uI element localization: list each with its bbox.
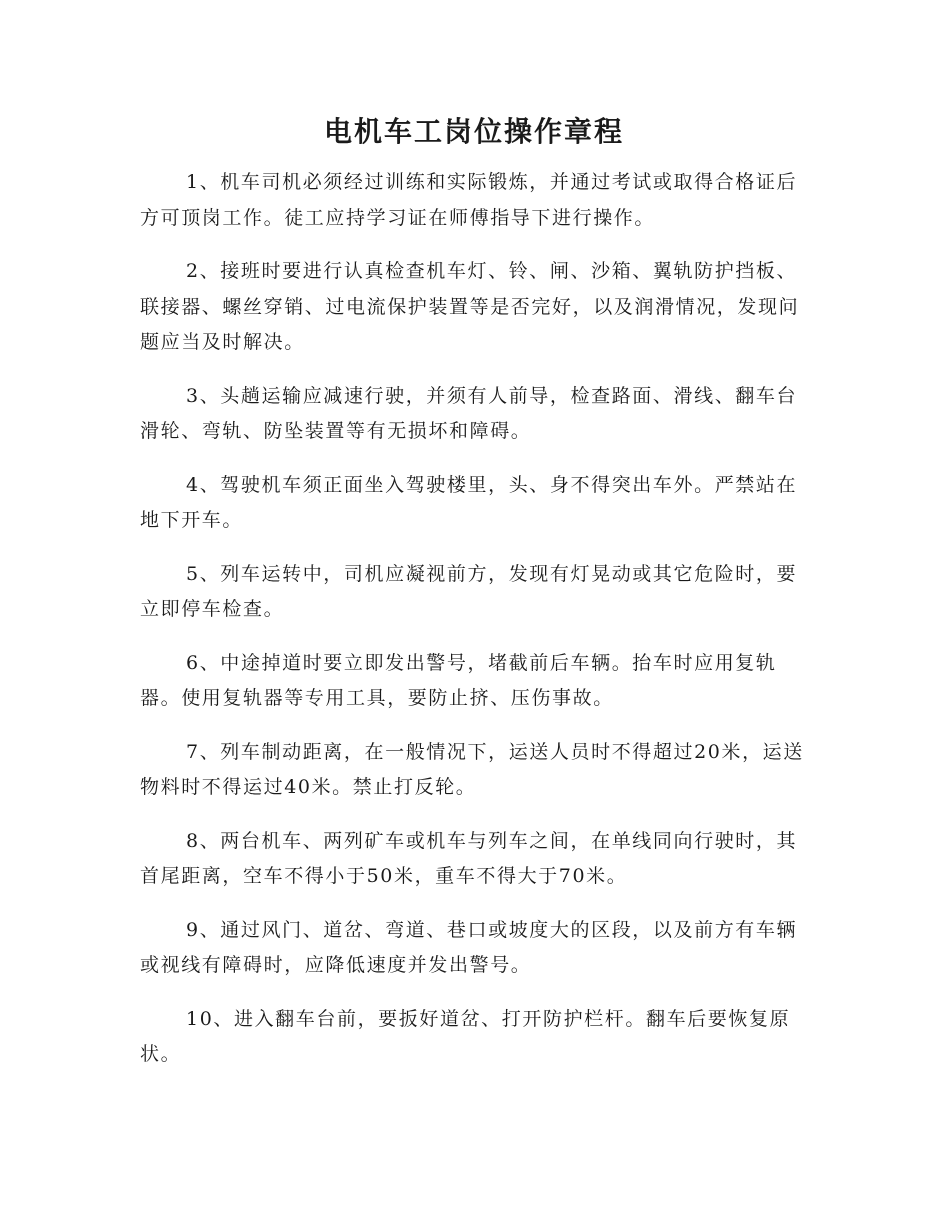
clause-item: 7、列车制动距离，在一般情况下，运送人员时不得超过20米，运送物料时不得运过40米。禁止打反轮。: [140, 740, 804, 798]
clause-item: 3、头趟运输应减速行驶，并须有人前导，检查路面、滑线、翻车台滑轮、弯轨、防坠装置等有无损坏和障碍。: [140, 384, 798, 442]
clause-item: 6、中途掉道时要立即发出警号，堵截前后车辆。抬车时应用复轨器。使用复轨器等专用工具，要防止挤、压伤事故。: [140, 651, 777, 709]
clause-item: 8、两台机车、两列矿车或机车与列车之间，在单线同向行驶时，其首尾距离，空车不得小于50米，重车不得大于70米。: [140, 829, 798, 887]
clause-item: 5、列车运转中，司机应凝视前方，发现有灯晃动或其它危险时，要立即停车检查。: [140, 562, 798, 620]
clause-item: 10、进入翻车台前，要扳好道岔、打开防护栏杆。翻车后要恢复原状。: [140, 1007, 791, 1065]
clause-item: 1、机车司机必须经过训练和实际锻炼，并通过考试或取得合格证后方可顶岗工作。徒工应持学习证在师傅指导下进行操作。: [140, 171, 798, 229]
clause-item: 2、接班时要进行认真检查机车灯、铃、闸、沙箱、翼轨防护挡板、联接器、螺丝穿销、过电流保护装置等是否完好，以及润滑情况，发现问题应当及时解决。: [140, 260, 800, 353]
clause-item: 9、通过风门、道岔、弯道、巷口或坡度大的区段，以及前方有车辆或视线有障碍时，应降低速度并发出警号。: [140, 918, 798, 976]
clause-list: [140, 165, 808, 1091]
document-title: 电机车工岗位操作章程: [323, 115, 624, 148]
clause-item: 4、驾驶机车须正面坐入驾驶楼里，头、身不得突出车外。严禁站在地下开车。: [140, 473, 798, 531]
